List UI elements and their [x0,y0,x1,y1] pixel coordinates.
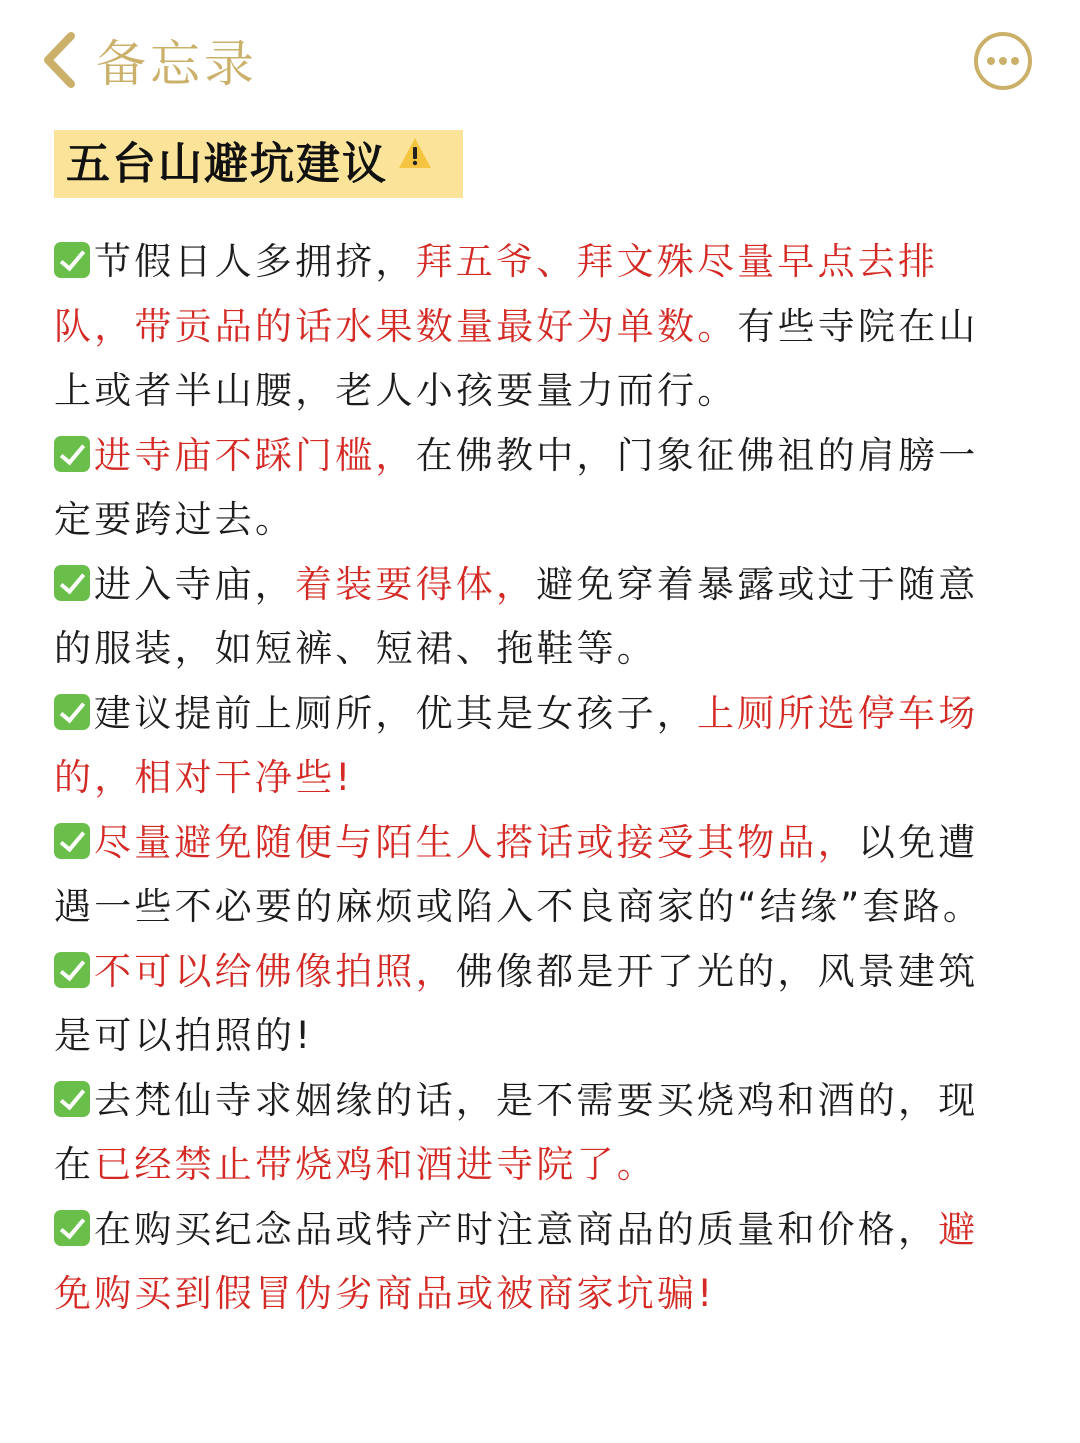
back-label: 备忘录 [96,35,258,93]
check-mark-icon [54,823,90,859]
more-dots-icon [972,77,1034,96]
tip-item [54,940,999,1069]
warning-icon [397,136,433,193]
check-mark-icon [54,694,90,730]
tip-item [54,1069,999,1198]
check-mark-icon [54,952,90,988]
tip-text: 在佛教中，门象征佛祖的肩膀一定要跨过去。 [54,433,979,541]
tip-text: 在购买纪念品或特产时注意商品的质量和价格， [94,1207,939,1251]
check-mark-icon [54,242,90,278]
tip-text: 建议提前上厕所，优其是女孩子， [94,691,697,735]
tip-item [54,1198,999,1327]
tip-item [54,230,999,424]
nav-bar [0,0,1080,120]
tip-emphasis-text: 进寺庙不踩门槛， [94,433,416,477]
check-mark-icon [54,436,90,472]
back-button[interactable] [40,28,258,92]
tip-text: 去梵仙寺求姻缘的话，是不需要买烧鸡和酒的，现在 [54,1078,979,1186]
check-mark-icon [54,1081,90,1117]
tip-emphasis-text: 已经禁止带烧鸡和酒进寺院了。 [94,1143,658,1186]
tip-text: 有些寺院在山上或者半山腰，老人小孩要量力而行。 [54,304,979,412]
chevron-left-icon [40,30,78,90]
note-title: 五台山避坑建议 [66,138,388,190]
check-mark-icon [54,565,90,601]
tip-text: 以免遭遇一些不必要的麻烦或陷入不良商家的“结缘”套路。 [54,820,984,928]
tip-text: 节假日人多拥挤， [94,240,416,283]
tip-item [54,811,999,940]
tip-emphasis-text: 拜五爷、拜文殊尽量早点去排队，带贡品的话水果数量最好为单数。 [54,240,939,348]
tip-emphasis-text: 不可以给佛像拍照， [94,949,456,993]
tips-list [54,230,999,1327]
tip-emphasis-text: 尽量避免随便与陌生人搭话或接受其物品， [94,820,858,864]
tip-emphasis-text: 避免购买到假冒伪劣商品或被商家坑骗! [54,1207,979,1315]
tip-item [54,424,999,553]
more-button[interactable] [972,30,1034,92]
note-content [54,130,999,1327]
tip-emphasis-text: 上厕所选停车场的，相对干净些! [54,691,979,799]
tip-text: 佛像都是开了光的，风景建筑是可以拍照的! [54,949,979,1057]
check-mark-icon [54,1210,90,1246]
note-title-highlight [54,130,463,198]
tip-item [54,553,999,682]
tip-item [54,682,999,811]
tip-text: 避免穿着暴露或过于随意的服装，如短裤、短裙、拖鞋等。 [54,562,979,670]
tip-text: 进入寺庙， [94,562,295,606]
tip-emphasis-text: 着装要得体， [295,562,537,606]
